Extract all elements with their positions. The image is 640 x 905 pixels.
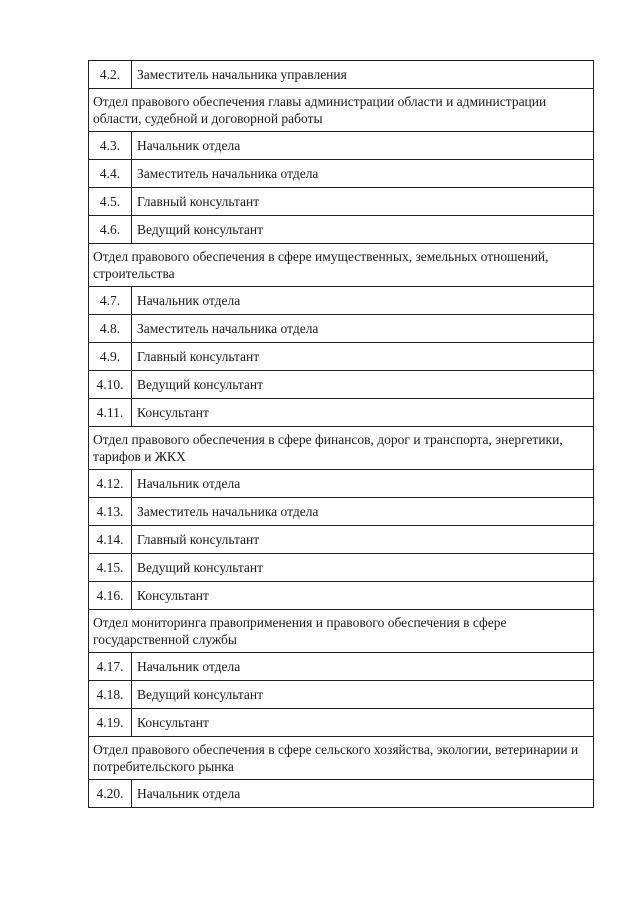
position-title: Заместитель начальника отдела <box>132 498 594 526</box>
position-title: Начальник отдела <box>132 132 594 160</box>
positions-table <box>88 60 594 808</box>
position-number: 4.4. <box>89 160 132 188</box>
position-row <box>89 160 594 188</box>
position-title: Главный консультант <box>132 188 594 216</box>
department-row <box>89 610 594 653</box>
position-row <box>89 681 594 709</box>
position-row <box>89 399 594 427</box>
position-title: Консультант <box>132 399 594 427</box>
position-row <box>89 582 594 610</box>
position-row <box>89 315 594 343</box>
department-title: Отдел правового обеспечения главы администрации области и администрации области, судебной и договорной работы <box>89 89 594 132</box>
position-title: Консультант <box>132 582 594 610</box>
position-number: 4.2. <box>89 61 132 89</box>
position-number: 4.9. <box>89 343 132 371</box>
position-row <box>89 653 594 681</box>
position-title: Ведущий консультант <box>132 216 594 244</box>
position-row <box>89 554 594 582</box>
position-row <box>89 188 594 216</box>
position-title: Ведущий консультант <box>132 371 594 399</box>
position-number: 4.8. <box>89 315 132 343</box>
position-number: 4.6. <box>89 216 132 244</box>
position-title: Начальник отдела <box>132 287 594 315</box>
position-number: 4.12. <box>89 470 132 498</box>
position-number: 4.10. <box>89 371 132 399</box>
position-row <box>89 498 594 526</box>
department-title: Отдел правового обеспечения в сфере финансов, дорог и транспорта, энергетики, тарифов и ЖКХ <box>89 427 594 470</box>
department-row <box>89 89 594 132</box>
position-number: 4.15. <box>89 554 132 582</box>
position-title: Начальник отдела <box>132 780 594 808</box>
position-row <box>89 61 594 89</box>
department-title: Отдел мониторинга правоприменения и правового обеспечения в сфере государственной службы <box>89 610 594 653</box>
department-row <box>89 427 594 470</box>
position-number: 4.7. <box>89 287 132 315</box>
position-row <box>89 216 594 244</box>
position-title: Заместитель начальника отдела <box>132 160 594 188</box>
position-row <box>89 526 594 554</box>
position-title: Главный консультант <box>132 343 594 371</box>
position-number: 4.16. <box>89 582 132 610</box>
position-row <box>89 709 594 737</box>
department-row <box>89 244 594 287</box>
position-title: Заместитель начальника управления <box>132 61 594 89</box>
position-title: Главный консультант <box>132 526 594 554</box>
position-number: 4.14. <box>89 526 132 554</box>
department-title: Отдел правового обеспечения в сфере имущественных, земельных отношений, строительства <box>89 244 594 287</box>
position-title: Заместитель начальника отдела <box>132 315 594 343</box>
position-number: 4.13. <box>89 498 132 526</box>
department-row <box>89 737 594 780</box>
position-title: Начальник отдела <box>132 653 594 681</box>
position-title: Начальник отдела <box>132 470 594 498</box>
position-number: 4.18. <box>89 681 132 709</box>
position-number: 4.3. <box>89 132 132 160</box>
position-title: Консультант <box>132 709 594 737</box>
position-title: Ведущий консультант <box>132 681 594 709</box>
position-number: 4.11. <box>89 399 132 427</box>
position-number: 4.5. <box>89 188 132 216</box>
position-row <box>89 470 594 498</box>
position-title: Ведущий консультант <box>132 554 594 582</box>
position-row <box>89 780 594 808</box>
position-row <box>89 343 594 371</box>
position-row <box>89 132 594 160</box>
position-number: 4.20. <box>89 780 132 808</box>
position-row <box>89 371 594 399</box>
position-number: 4.19. <box>89 709 132 737</box>
position-number: 4.17. <box>89 653 132 681</box>
position-row <box>89 287 594 315</box>
department-title: Отдел правового обеспечения в сфере сельского хозяйства, экологии, ветеринарии и потребительского рынка <box>89 737 594 780</box>
